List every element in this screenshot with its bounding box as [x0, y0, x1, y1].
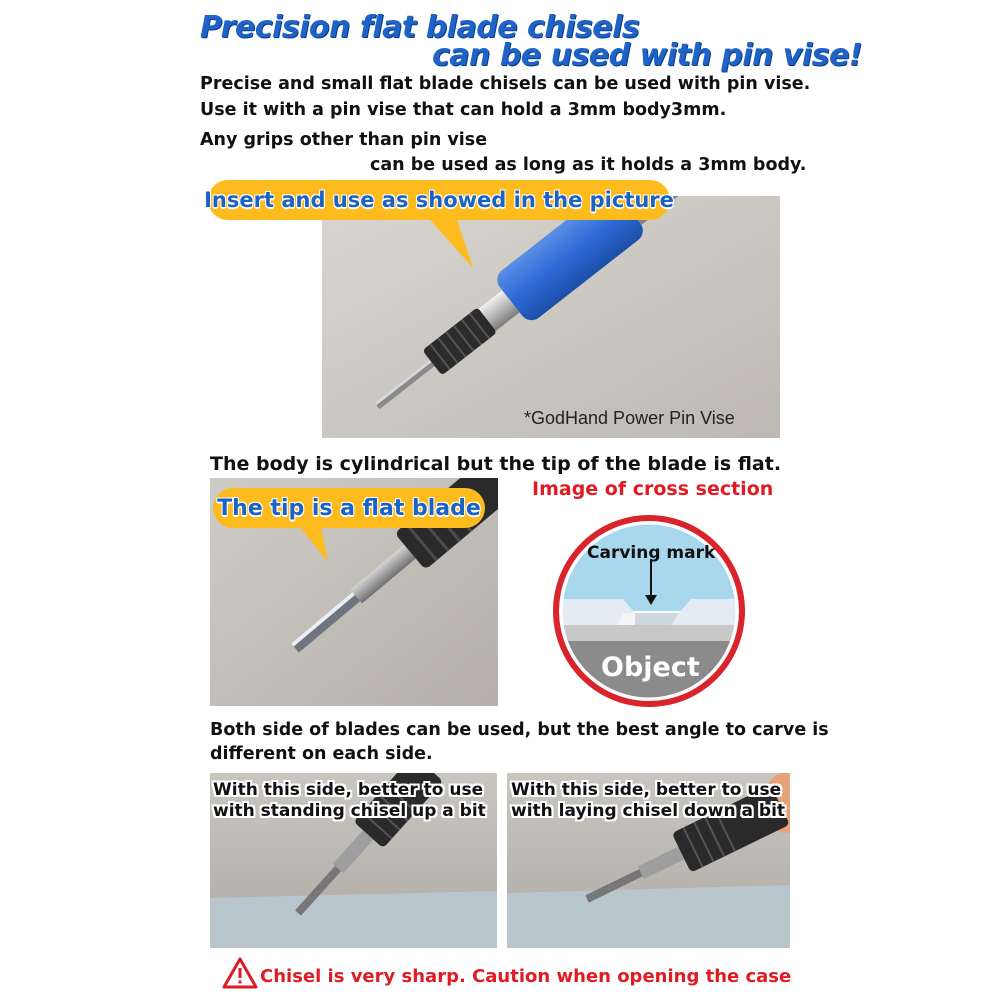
- callout-insert-text: Insert and use as showed in the picture: [204, 188, 674, 212]
- left-photo-text-1: With this side, better to use: [213, 780, 484, 800]
- warning-text: Chisel is very sharp. Caution when opening the case: [260, 966, 792, 987]
- intro-line-1: Precise and small flat blade chisels can be used with pin vise.: [200, 74, 811, 94]
- callout-flat-tip-text: The tip is a flat blade: [217, 495, 481, 521]
- intro-line-3: Any grips other than pin vise: [200, 130, 488, 150]
- intro-line-4: can be used as long as it holds a 3mm body.: [370, 155, 807, 175]
- object-label: Object: [601, 652, 700, 683]
- warning-triangle-icon: [222, 957, 258, 989]
- section2-heading: The body is cylindrical but the tip of the blade is flat.: [210, 453, 782, 475]
- pin-vise-caption: *GodHand Power Pin Vise: [524, 408, 735, 428]
- intro-line-2: Use it with a pin vise that can hold a 3mm body3mm.: [200, 100, 727, 120]
- section3-line-2: different on each side.: [210, 744, 433, 764]
- left-photo-text-2: with standing chisel up a bit: [213, 801, 486, 821]
- callout-flat-tip-pointer: [296, 522, 336, 564]
- callout-insert-pointer: [425, 214, 475, 270]
- headline-line-1: Precision flat blade chisels: [200, 10, 640, 45]
- right-photo-text-2: with laying chisel down a bit: [511, 801, 786, 821]
- carving-mark-label: Carving mark: [587, 543, 716, 563]
- headline-line-2: can be used with pin vise!: [432, 38, 862, 73]
- cross-section-title: Image of cross section: [532, 478, 774, 500]
- callout-flat-tip: [213, 488, 485, 528]
- pin-vise-photo: [322, 196, 780, 438]
- right-photo-text-1: With this side, better to use: [511, 780, 782, 800]
- section3-line-1: Both side of blades can be used, but the best angle to carve is: [210, 720, 829, 740]
